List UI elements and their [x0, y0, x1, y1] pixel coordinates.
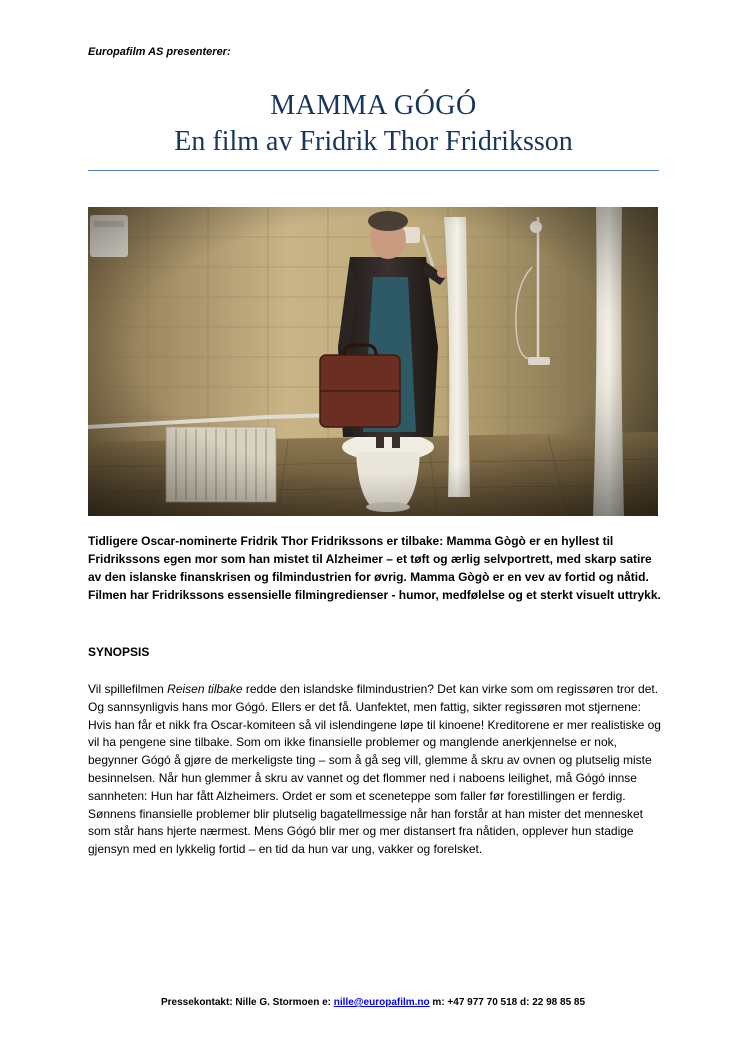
synopsis-intro: Vil spillefilmen: [88, 682, 168, 696]
film-subtitle: En film av Fridrik Thor Fridriksson: [174, 126, 573, 157]
contact-phones: m: +47 977 70 518 d: 22 98 85 85: [429, 997, 586, 1008]
contact-email-link[interactable]: nille@europafilm.no: [333, 997, 430, 1008]
synopsis-paragraph: [88, 681, 663, 859]
page-title: [88, 88, 659, 160]
title-divider: [88, 170, 659, 171]
presenter-line: Europafilm AS presenterer:: [88, 46, 231, 58]
synopsis-heading: SYNOPSIS: [88, 645, 150, 659]
film-title: MAMMA GÓGÓ: [270, 90, 477, 121]
synopsis-body: redde den islandske filmindustrien? Det kan virke som om regissøren tror det. Og sannsynligvis hans mor Gógó. Ellers er det få. Uanfektet, men fattig, sikter regissøren mot stjernene: Hvis han får et nikk fra Oscar-komiteen så vil islendingene løpe til kinoene! Kreditorene er mer realistiske og vil ha pengene sine tilbake. Som om ikke finansielle problemer og manglende anerkjennelse er nok, begynner Gógó å gjøre de merkeligste ting – som å gå seg vill, glemme å skru av ovnen og plutselig miste besinnelsen. Når hun glemmer å skru av vannet og det flommer ned i naboens leilighet, må Gógó innse sannheten: Hun har fått Alzheimers. Ordet er som et sceneteppe som faller før forestillingen er ferdig. Sønnens finansielle problemer blir plutselig bagatellmessige når han forstår at han mister det mennesket som står hans hjerte nærmest. Mens Gógó blir mer og mer distansert fra nåtiden, opplever hun stadige gjensyn med en lykkelig fortid – en tid da hun var ung, vakker og forelsket.: [88, 682, 661, 857]
synopsis-film-title: Reisen tilbake: [167, 682, 243, 696]
film-still-photo: [88, 207, 658, 516]
lead-paragraph: Tidligere Oscar-nominerte Fridrik Thor Fridrikssons er tilbake: Mamma Gògò er en hyllest til Fridrikssons egen mor som han mistet til Alzheimer – et tøft og ærlig selvportrett, med skarp satire av den islanske finanskrisen og filmindustrien for øvrig. Mamma Gògò er en vev av fortid og nåtid. Filmen har Fridrikssons essensielle filmingredienser - humor, medfølelse og et sterkt visuelt uttrykk.: [88, 534, 661, 602]
press-contact-footer: [0, 997, 746, 1008]
contact-prefix: Pressekontakt: Nille G. Stormoen e:: [160, 997, 334, 1008]
